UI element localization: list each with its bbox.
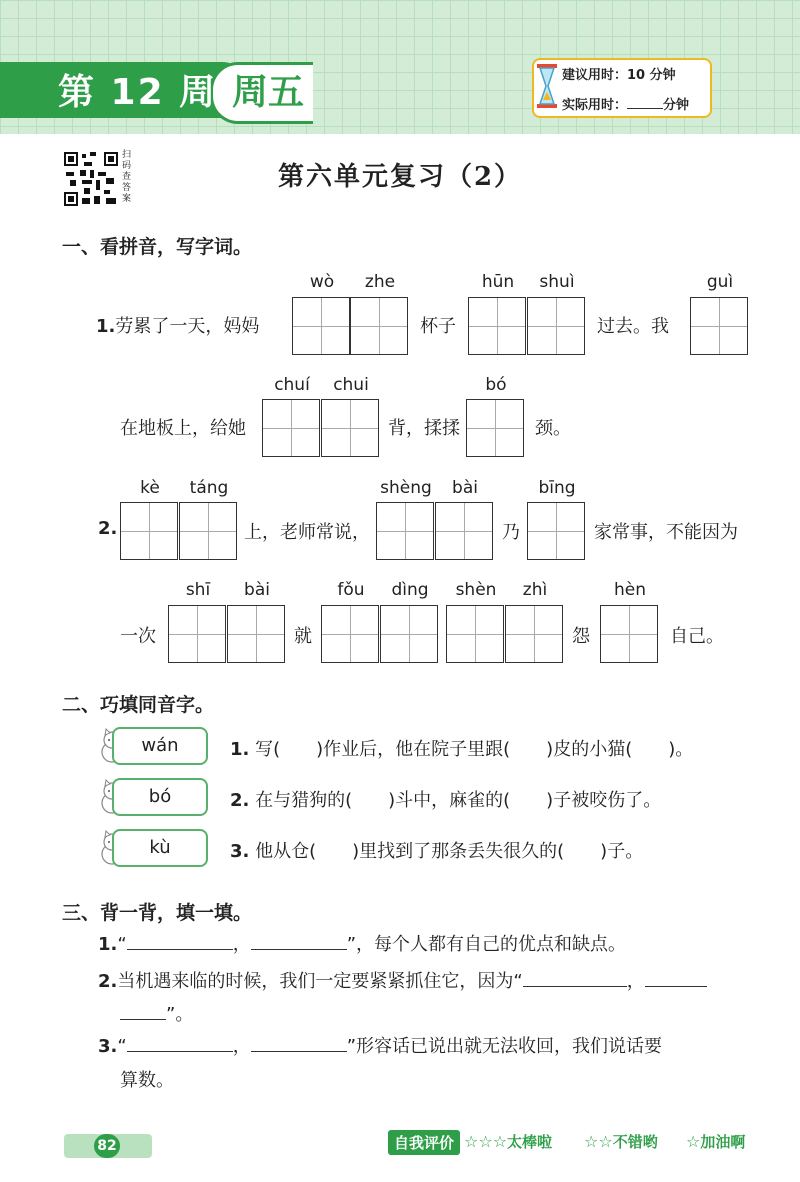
fill-blank[interactable] [127, 931, 233, 950]
q1-text-b: 杯子 [420, 316, 456, 337]
pinyin: shuì [539, 272, 575, 292]
writing-box[interactable] [446, 605, 504, 663]
q2-text-e: 就 [294, 626, 312, 647]
recite-q2: 2.当机遇来临的时候，我们一定要紧紧抓住它，因为“ ， [98, 967, 707, 993]
actual-time: 实际用时： 分钟 [562, 90, 689, 113]
pinyin: chui [333, 375, 369, 395]
homophone-item: 1. 写( )作业后，他在院子里跟( )皮的小猫( )。 [230, 739, 694, 760]
pinyin: hèn [613, 580, 646, 600]
writing-box[interactable] [321, 605, 379, 663]
writing-box[interactable] [376, 502, 434, 560]
fill-blank[interactable] [523, 968, 627, 987]
pinyin: hūn [481, 272, 515, 292]
q1-line1: 1.劳累了一天，妈妈 [96, 316, 260, 337]
homophone-item: 3. 他从仓( )里找到了那条丢失很久的( )子。 [230, 841, 644, 862]
writing-box[interactable] [227, 605, 285, 663]
pinyin: bài [244, 580, 270, 600]
homophone-pinyin: wán [112, 727, 208, 765]
pinyin: táng [189, 478, 229, 498]
section1-heading: 一、看拼音，写字词。 [62, 236, 253, 258]
page-number: 82 [94, 1134, 120, 1158]
hourglass-icon [536, 62, 558, 110]
star-icon: ☆ [686, 1132, 701, 1151]
eval-cheer[interactable]: ☆加油啊 [686, 1132, 746, 1151]
actual-time-blank[interactable] [627, 90, 663, 109]
pinyin: zhe [364, 272, 396, 292]
writing-box[interactable] [690, 297, 748, 355]
pinyin: fǒu [337, 580, 365, 600]
q1-text-d: 在地板上，给她 [120, 418, 246, 439]
pinyin: bài [452, 478, 478, 498]
qr-label: 扫码查答案 [122, 150, 132, 204]
writing-box[interactable] [527, 297, 585, 355]
star-icon: ☆☆☆ [464, 1132, 508, 1151]
pinyin: shèn [455, 580, 497, 600]
recite-q3-cont: 算数。 [120, 1070, 174, 1091]
pinyin: wò [309, 272, 335, 292]
section3-heading: 三、背一背，填一填。 [62, 902, 253, 924]
writing-box[interactable] [321, 399, 379, 457]
star-icon: ☆☆ [584, 1132, 613, 1151]
q1-text-e: 背，揉揉 [388, 418, 460, 439]
pinyin: shī [185, 580, 211, 600]
writing-box[interactable] [468, 297, 526, 355]
day-label: 周五 [232, 72, 305, 113]
writing-box[interactable] [262, 399, 320, 457]
fill-blank[interactable] [120, 1001, 166, 1020]
recite-q2-cont: ”。 [120, 1000, 193, 1026]
section2-heading: 二、巧填同音字。 [62, 694, 215, 716]
pinyin: kè [140, 478, 160, 498]
homophone-pinyin: bó [112, 778, 208, 816]
q1-text-c: 过去。我 [597, 316, 669, 337]
writing-box[interactable] [527, 502, 585, 560]
suggested-time: 建议用时：10 分钟 [562, 68, 676, 83]
self-eval-label: 自我评价 [388, 1130, 460, 1155]
recite-q3: 3.“ ， ”形容话已说出就无法收回，我们说话要 [98, 1032, 662, 1058]
writing-box[interactable] [350, 297, 408, 355]
homophone-pinyin: kù [112, 829, 208, 867]
pinyin: dìng [391, 580, 429, 600]
week-label: 第 12 周 [58, 72, 218, 113]
q2-num: 2. [98, 518, 118, 539]
q2-text-g: 自己。 [670, 626, 724, 647]
pinyin: zhì [522, 580, 548, 600]
writing-box[interactable] [292, 297, 350, 355]
fill-blank[interactable] [251, 1033, 347, 1052]
homophone-item: 2. 在与猎狗的( )斗中，麻雀的( )子被咬伤了。 [230, 790, 662, 811]
writing-box[interactable] [435, 502, 493, 560]
q1-text-f: 颈。 [535, 418, 571, 439]
q2-text-c: 家常事，不能因为 [594, 522, 738, 543]
writing-box[interactable] [179, 502, 237, 560]
writing-box[interactable] [380, 605, 438, 663]
pinyin: bīng [538, 478, 576, 498]
fill-blank[interactable] [251, 931, 347, 950]
pinyin: chuí [274, 375, 310, 395]
q2-text-d: 一次 [120, 626, 156, 647]
page-title: 第六单元复习（2） [277, 162, 523, 192]
pinyin: shèng [380, 478, 432, 498]
pinyin: bó [485, 375, 507, 395]
fill-blank[interactable] [127, 1033, 233, 1052]
fill-blank[interactable] [645, 968, 707, 987]
writing-box[interactable] [120, 502, 178, 560]
eval-good[interactable]: ☆☆不错哟 [584, 1132, 658, 1151]
recite-q1: 1.“ ， ”，每个人都有自己的优点和缺点。 [98, 930, 626, 956]
q2-text-f: 怨 [572, 626, 590, 647]
writing-box[interactable] [168, 605, 226, 663]
writing-box[interactable] [466, 399, 524, 457]
eval-great[interactable]: ☆☆☆太棒啦 [464, 1132, 553, 1151]
pinyin: guì [706, 272, 734, 292]
q2-text-b: 乃 [502, 522, 520, 543]
writing-box[interactable] [600, 605, 658, 663]
writing-box[interactable] [505, 605, 563, 663]
q2-text-a: 上，老师常说， [244, 522, 370, 543]
